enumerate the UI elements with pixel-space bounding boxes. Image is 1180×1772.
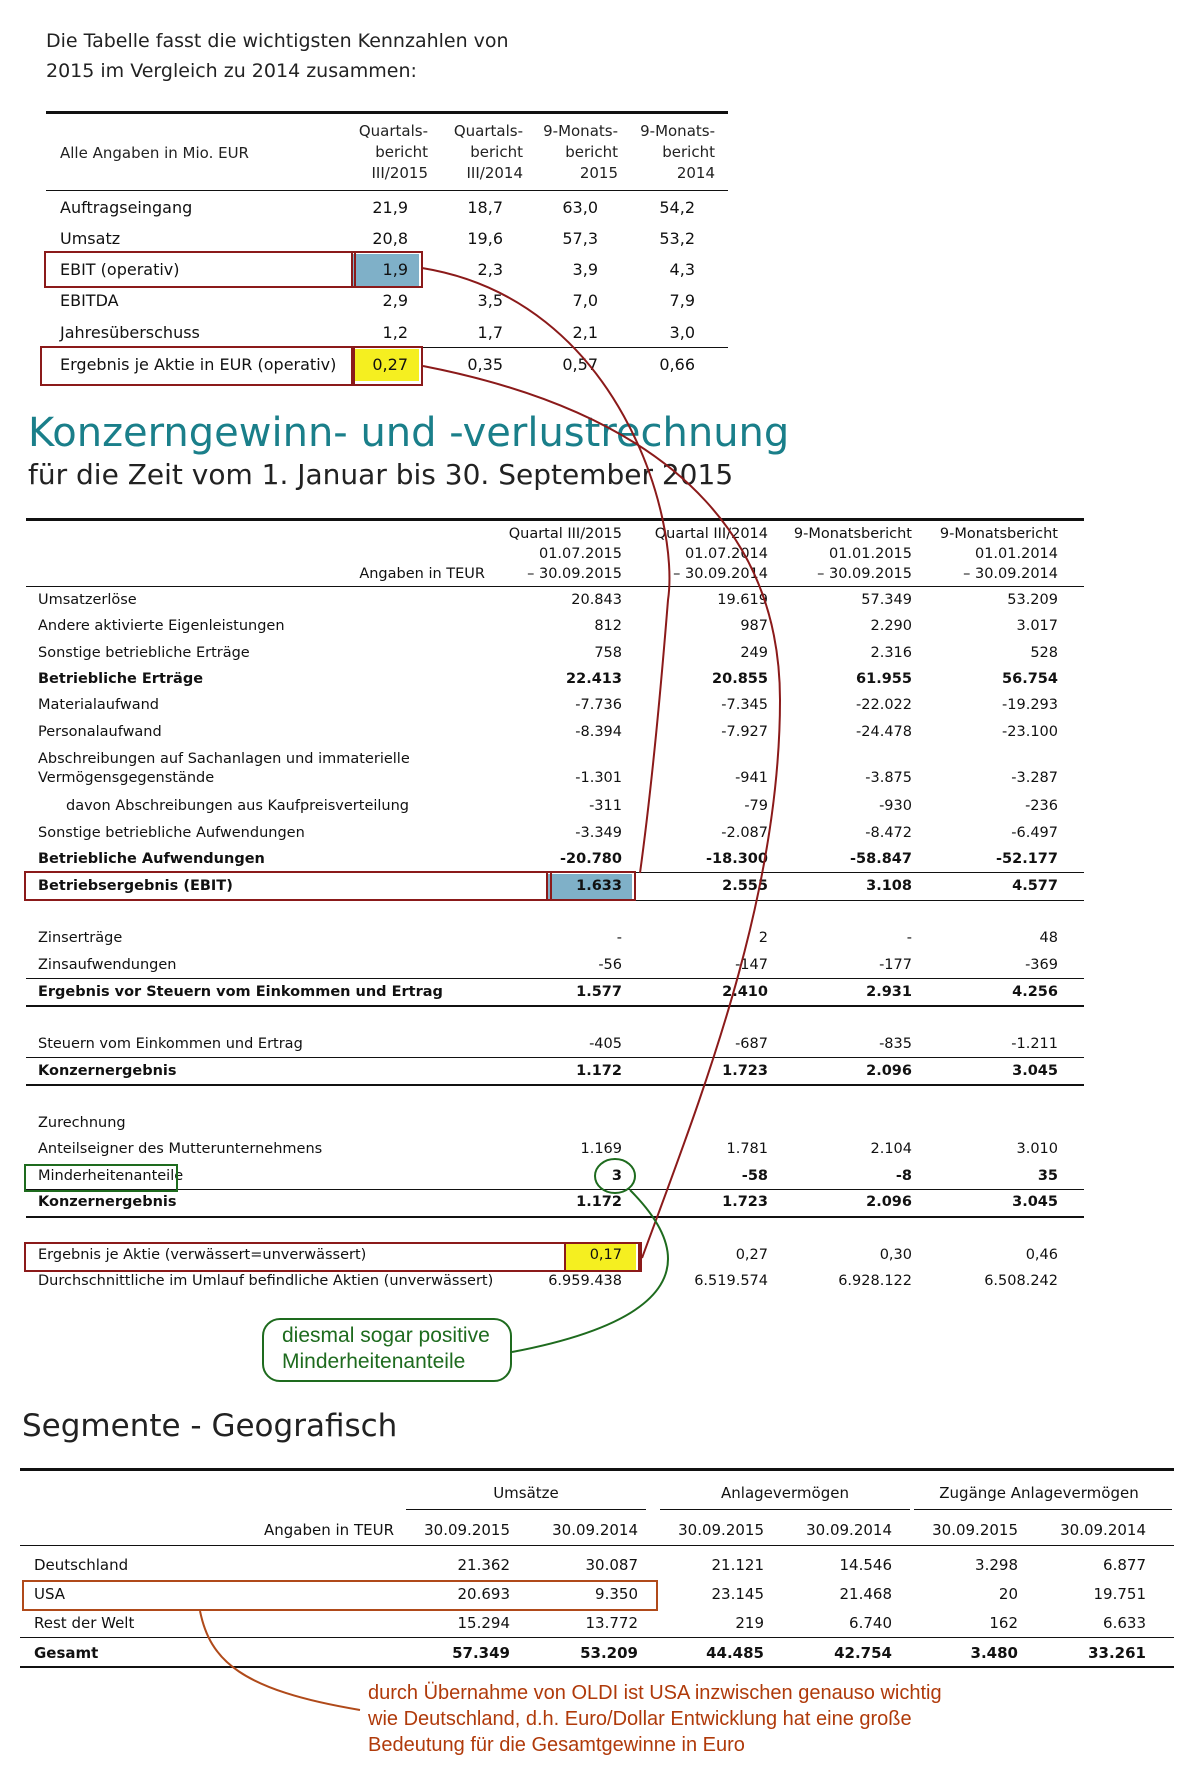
guv-col-3-l1: 9-Monatsbericht (793, 526, 912, 542)
kpi-cell: 21,9 (372, 198, 408, 217)
guv-cell: -177 (879, 957, 912, 973)
guv-cell: 4.256 (1012, 984, 1058, 1000)
kpi-col-3-l1: 9-Monats- (543, 122, 618, 140)
connector-usa (200, 1611, 360, 1710)
guv-cell: 57.349 (861, 592, 912, 608)
guv-col-1-l3: – 30.09.2015 (527, 566, 622, 582)
guv-row-label-2: Vermögensgegenstände (38, 770, 215, 786)
segments-row-label: Deutschland (34, 1556, 129, 1574)
guv-cell: -23.100 (1002, 724, 1058, 740)
guv-cell: -3.875 (865, 770, 912, 786)
segments-cell: 21.121 (711, 1556, 764, 1574)
guv-label-header: Angaben in TEUR (359, 566, 485, 582)
segments-cell: 53.209 (580, 1644, 638, 1662)
kpi-row-label: EBITDA (60, 291, 119, 310)
guv-cell: -7.927 (721, 724, 768, 740)
kpi-col-3-l3: 2015 (579, 164, 618, 182)
guv-cell: -147 (735, 957, 768, 973)
kpi-cell: 54,2 (659, 198, 695, 217)
guv-cell: 48 (1039, 930, 1058, 946)
connector-eps (423, 366, 780, 1258)
guv-row-label: Personalaufwand (38, 724, 162, 740)
connector-ebit (422, 268, 669, 873)
guv-cell: -58 (741, 1168, 768, 1184)
segments-row-label: Rest der Welt (34, 1614, 135, 1632)
segments-cell: 6.877 (1103, 1556, 1146, 1574)
guv-cell: -19.293 (1002, 697, 1058, 713)
guv-col-2-l3: – 30.09.2014 (673, 566, 768, 582)
minority-value-circle (595, 1159, 635, 1193)
guv-cell: 22.413 (566, 671, 622, 687)
guv-row-label: Zinserträge (38, 930, 123, 946)
segments-date: 30.09.2015 (424, 1521, 510, 1539)
guv-cell: -1.301 (575, 770, 622, 786)
segments-group-3: Zugänge Anlagevermögen (939, 1484, 1139, 1502)
guv-cell: 1.577 (576, 984, 622, 1000)
segments-row-label: Gesamt (34, 1644, 99, 1662)
kpi-cell: 53,2 (659, 229, 695, 248)
guv-row-label: Abschreibungen auf Sachanlagen und immaterielle (38, 751, 410, 767)
segments-cell: 23.145 (711, 1585, 764, 1603)
guv-cell: -24.478 (856, 724, 912, 740)
guv-row-label: Zinsaufwendungen (38, 957, 177, 973)
guv-cell: -369 (1025, 957, 1058, 973)
segments-cell: 6.740 (849, 1614, 892, 1632)
guv-cell: 1.723 (722, 1063, 768, 1079)
segments-cell: 3.298 (975, 1556, 1018, 1574)
guv-cell: 61.955 (856, 671, 912, 687)
kpi-cell: 19,6 (467, 229, 503, 248)
guv-cell: -930 (879, 798, 912, 814)
guv-col-4-l1: 9-Monatsbericht (939, 526, 1058, 542)
guv-cell: 2.290 (870, 618, 912, 634)
kpi-col-2-l1: Quartals- (453, 122, 523, 140)
guv-col-2-l1: Quartal III/2014 (654, 526, 768, 542)
segments-cell: 21.362 (457, 1556, 510, 1574)
guv-cell: -3.349 (575, 825, 622, 841)
guv-row-label: Ergebnis je Aktie (verwässert=unverwässert) (38, 1247, 367, 1263)
guv-cell: -236 (1025, 798, 1058, 814)
guv-subtitle: für die Zeit vom 1. Januar bis 30. September 2015 (28, 458, 734, 491)
kpi-cell: 0,27 (372, 355, 408, 374)
intro-line-1: Die Tabelle fasst die wichtigsten Kennzahlen von (46, 30, 509, 52)
guv-cell: -2.087 (721, 825, 768, 841)
kpi-cell: 18,7 (467, 198, 503, 217)
guv-cell: 3.045 (1012, 1063, 1058, 1079)
segments-cell: 9.350 (595, 1585, 638, 1603)
guv-cell: 2.410 (722, 984, 768, 1000)
guv-cell: 1.172 (576, 1063, 622, 1079)
segments-cell: 162 (989, 1614, 1018, 1632)
guv-cell: -8.394 (575, 724, 622, 740)
guv-cell: 0,27 (735, 1247, 768, 1263)
guv-row-label: Minderheitenanteile (38, 1168, 184, 1184)
kpi-col-4-l2: bericht (662, 143, 715, 161)
segments-cell: 42.754 (834, 1644, 892, 1662)
minority-note-line-2: Minderheitenanteile (282, 1350, 466, 1373)
guv-col-1-l2: 01.07.2015 (538, 546, 622, 562)
guv-cell: 3.010 (1016, 1141, 1058, 1157)
kpi-cell: 2,3 (477, 260, 503, 279)
guv-row-label: Sonstige betriebliche Aufwendungen (38, 825, 305, 841)
guv-cell: -835 (879, 1036, 912, 1052)
segments-cell: 13.772 (585, 1614, 638, 1632)
guv-cell: -1.211 (1011, 1036, 1058, 1052)
usa-note-line-2: wie Deutschland, d.h. Euro/Dollar Entwicklung hat eine große (368, 1708, 912, 1730)
segments-cell: 14.546 (839, 1556, 892, 1574)
guv-cell: -58.847 (850, 851, 912, 867)
segments-cell: 3.480 (970, 1644, 1018, 1662)
guv-cell: 20.855 (712, 671, 768, 687)
kpi-cell: 0,66 (659, 355, 695, 374)
guv-cell: 2 (758, 930, 768, 946)
guv-cell: -79 (744, 798, 768, 814)
segments-title: Segmente - Geografisch (22, 1408, 398, 1444)
kpi-cell: 0,57 (562, 355, 598, 374)
kpi-col-2-l2: bericht (470, 143, 523, 161)
guv-cell: 3.045 (1012, 1194, 1058, 1210)
kpi-cell: 2,1 (572, 323, 598, 342)
guv-col-1-l1: Quartal III/2015 (508, 526, 622, 542)
guv-row-label: davon Abschreibungen aus Kaufpreisverteilung (66, 798, 410, 814)
guv-row-label: Ergebnis vor Steuern vom Einkommen und Ertrag (38, 984, 443, 1000)
guv-cell: 3.108 (866, 878, 912, 894)
guv-title: Konzerngewinn- und -verlustrechnung (28, 410, 790, 456)
guv-row-label: Umsatzerlöse (38, 592, 137, 608)
guv-row-label: Konzernergebnis (38, 1194, 177, 1210)
guv-cell: 19.619 (717, 592, 768, 608)
guv-row-label: Andere aktivierte Eigenleistungen (38, 618, 285, 634)
segments-date: 30.09.2014 (806, 1521, 892, 1539)
kpi-cell: 3,9 (572, 260, 598, 279)
usa-note-line-1: durch Übernahme von OLDI ist USA inzwischen genauso wichtig (368, 1682, 942, 1704)
guv-cell: 2.104 (870, 1141, 912, 1157)
kpi-row-label: Ergebnis je Aktie in EUR (operativ) (60, 355, 337, 374)
guv-cell: -8 (895, 1168, 912, 1184)
segments-cell: 15.294 (457, 1614, 510, 1632)
guv-cell: 6.508.242 (984, 1273, 1058, 1289)
guv-row-label: Durchschnittliche im Umlauf befindliche Aktien (unverwässert) (38, 1273, 494, 1289)
segments-cell: 21.468 (839, 1585, 892, 1603)
guv-cell: 987 (740, 618, 768, 634)
guv-cell: 1.633 (576, 878, 622, 894)
kpi-cell: 1,9 (382, 260, 408, 279)
guv-cell: 35 (1037, 1168, 1058, 1184)
segments-date: 30.09.2015 (932, 1521, 1018, 1539)
segments-group-1: Umsätze (493, 1484, 559, 1502)
guv-cell: 0,30 (879, 1247, 912, 1263)
guv-cell: 758 (594, 645, 622, 661)
guv-row-label: Betriebsergebnis (EBIT) (38, 878, 233, 894)
guv-cell: -56 (598, 957, 622, 973)
kpi-cell: 4,3 (669, 260, 695, 279)
kpi-cell: 1,7 (477, 323, 503, 342)
minority-note-line-1: diesmal sogar positive (282, 1324, 490, 1347)
guv-cell: 2.555 (722, 878, 768, 894)
guv-row-label: Steuern vom Einkommen und Ertrag (38, 1036, 303, 1052)
kpi-col-1-l1: Quartals- (358, 122, 428, 140)
kpi-row-label: EBIT (operativ) (60, 260, 180, 279)
segments-row-label: USA (34, 1585, 66, 1603)
segments-cell: 33.261 (1088, 1644, 1146, 1662)
kpi-col-2-l3: III/2014 (466, 164, 523, 182)
guv-cell: -18.300 (706, 851, 768, 867)
guv-row-label: Betriebliche Aufwendungen (38, 851, 265, 867)
guv-cell: 249 (740, 645, 768, 661)
segments-group-2: Anlagevermögen (721, 1484, 849, 1502)
guv-cell: - (616, 930, 622, 946)
guv-col-3-l3: – 30.09.2015 (817, 566, 912, 582)
kpi-cell: 1,2 (382, 323, 408, 342)
guv-cell: 812 (594, 618, 622, 634)
guv-cell: -3.287 (1011, 770, 1058, 786)
kpi-col-1-l3: III/2015 (371, 164, 428, 182)
segments-cell: 6.633 (1103, 1614, 1146, 1632)
guv-row-label: Konzernergebnis (38, 1063, 177, 1079)
kpi-cell: 7,0 (572, 291, 598, 310)
usa-note-line-3: Bedeutung für die Gesamtgewinne in Euro (368, 1734, 745, 1756)
kpi-cell: 0,35 (467, 355, 503, 374)
intro-line-2: 2015 im Vergleich zu 2014 zusammen: (46, 60, 417, 82)
segments-cell: 30.087 (585, 1556, 638, 1574)
guv-cell: -687 (735, 1036, 768, 1052)
guv-cell: -7.736 (575, 697, 622, 713)
segments-cell: 19.751 (1093, 1585, 1146, 1603)
guv-cell: -20.780 (560, 851, 622, 867)
segments-date: 30.09.2015 (678, 1521, 764, 1539)
guv-cell: 1.172 (576, 1194, 622, 1210)
kpi-row-label: Jahresüberschuss (60, 323, 200, 342)
guv-cell: -6.497 (1011, 825, 1058, 841)
guv-cell: 0,17 (589, 1247, 622, 1263)
guv-cell: 1.723 (722, 1194, 768, 1210)
guv-cell: 20.843 (571, 592, 622, 608)
guv-row-label: Betriebliche Erträge (38, 671, 204, 687)
connector-minority (512, 1190, 668, 1352)
guv-cell: 4.577 (1012, 878, 1058, 894)
segments-date: 30.09.2014 (1060, 1521, 1146, 1539)
guv-cell: 1.169 (580, 1141, 622, 1157)
guv-row-label: Zurechnung (38, 1115, 126, 1131)
kpi-cell: 7,9 (669, 291, 695, 310)
guv-cell: 2.096 (866, 1063, 912, 1079)
kpi-col-4-l3: 2014 (676, 164, 715, 182)
kpi-cell: 2,9 (382, 291, 408, 310)
guv-cell: 0,46 (1025, 1247, 1058, 1263)
kpi-cell: 3,5 (477, 291, 503, 310)
kpi-row-label: Umsatz (60, 229, 121, 248)
guv-cell: 6.928.122 (838, 1273, 912, 1289)
segments-date: 30.09.2014 (552, 1521, 638, 1539)
guv-cell: 6.519.574 (694, 1273, 768, 1289)
guv-row-label: Anteilseigner des Mutterunternehmens (38, 1141, 323, 1157)
guv-cell: -52.177 (996, 851, 1058, 867)
segments-cell: 44.485 (706, 1644, 764, 1662)
guv-cell: 2.096 (866, 1194, 912, 1210)
guv-cell: -311 (589, 798, 622, 814)
guv-cell: 6.959.438 (548, 1273, 622, 1289)
guv-col-4-l2: 01.01.2014 (974, 546, 1058, 562)
guv-row-label: Sonstige betriebliche Erträge (38, 645, 250, 661)
guv-cell: -941 (735, 770, 768, 786)
segments-cell: 219 (735, 1614, 764, 1632)
guv-cell: - (906, 930, 912, 946)
kpi-row-label: Auftragseingang (60, 198, 193, 217)
guv-cell: 2.931 (866, 984, 912, 1000)
segments-cell: 20.693 (457, 1585, 510, 1603)
kpi-col-4-l1: 9-Monats- (640, 122, 715, 140)
guv-cell: -7.345 (721, 697, 768, 713)
kpi-cell: 57,3 (562, 229, 598, 248)
kpi-col-3-l2: bericht (565, 143, 618, 161)
guv-cell: 528 (1030, 645, 1058, 661)
guv-col-2-l2: 01.07.2014 (684, 546, 768, 562)
kpi-cell: 3,0 (669, 323, 695, 342)
guv-cell: 2.316 (870, 645, 912, 661)
kpi-col-1-l2: bericht (375, 143, 428, 161)
kpi-cell: 63,0 (562, 198, 598, 217)
segments-cell: 57.349 (452, 1644, 510, 1662)
segments-cell: 20 (998, 1585, 1018, 1603)
guv-row-label: Materialaufwand (38, 697, 159, 713)
guv-cell: -22.022 (856, 697, 912, 713)
guv-col-3-l2: 01.01.2015 (828, 546, 912, 562)
segments-label-header: Angaben in TEUR (264, 1521, 394, 1539)
guv-cell: 53.209 (1007, 592, 1058, 608)
guv-cell: 56.754 (1002, 671, 1058, 687)
kpi-cell: 20,8 (372, 229, 408, 248)
guv-cell: -8.472 (865, 825, 912, 841)
guv-cell: 1.781 (726, 1141, 768, 1157)
guv-cell: 3 (611, 1168, 622, 1184)
guv-col-4-l3: – 30.09.2014 (963, 566, 1058, 582)
guv-cell: 3.017 (1016, 618, 1058, 634)
guv-cell: -405 (589, 1036, 622, 1052)
kpi-label-header: Alle Angaben in Mio. EUR (60, 144, 249, 162)
